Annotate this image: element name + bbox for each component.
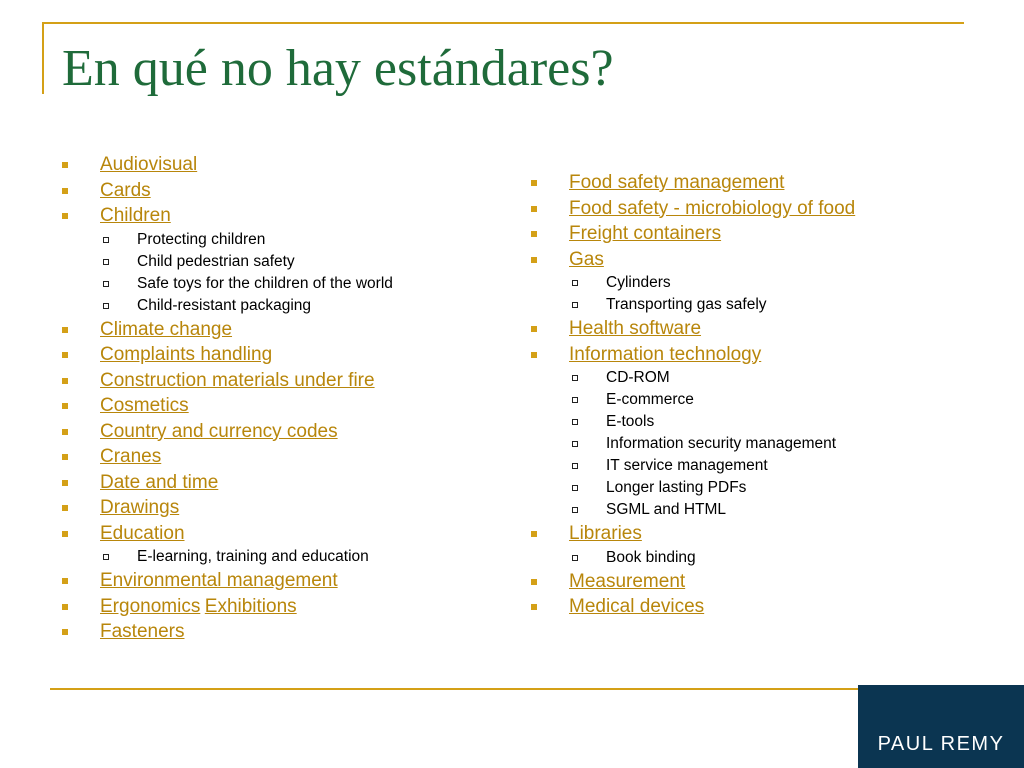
topic-link-libraries[interactable]: Libraries <box>569 523 642 544</box>
topic-link-freight-containers[interactable]: Freight containers <box>569 223 722 244</box>
square-bullet-icon <box>62 188 68 194</box>
square-bullet-icon <box>531 326 537 332</box>
hollow-square-bullet-icon <box>103 259 109 265</box>
subtopic-list <box>100 546 502 568</box>
hollow-square-bullet-icon <box>572 555 578 561</box>
square-bullet-icon <box>62 327 68 333</box>
topic-item-food-safety-microbiology-of-food <box>531 196 991 222</box>
subtopic-item <box>569 294 991 316</box>
subtopic-label: IT service management <box>606 457 768 474</box>
topic-link-cards[interactable]: Cards <box>100 179 151 201</box>
topic-item-environmental-management <box>62 568 502 594</box>
topic-item-complaints-handling <box>62 342 502 368</box>
topic-link-environmental-management[interactable]: Environmental management <box>100 570 338 591</box>
top-rule <box>44 22 964 24</box>
topic-item-education <box>62 521 502 569</box>
topic-item-date-and-time <box>62 470 502 496</box>
square-bullet-icon <box>531 180 537 186</box>
page-title: En qué no hay estándares? <box>62 40 614 97</box>
left-topic-list <box>62 152 502 645</box>
topic-link-exhibitions[interactable]: Exhibitions <box>204 595 297 617</box>
subtopic-list <box>569 547 991 569</box>
topic-item-ergonomics <box>62 594 502 620</box>
topic-link-complaints-handling[interactable]: Complaints handling <box>100 344 273 365</box>
topic-link-gas[interactable]: Gas <box>569 248 604 270</box>
hollow-square-bullet-icon <box>572 280 578 286</box>
topic-link-food-safety-management[interactable]: Food safety management <box>569 172 785 193</box>
subtopic-item <box>569 272 991 294</box>
topic-link-fasteners[interactable]: Fasteners <box>100 621 185 642</box>
square-bullet-icon <box>62 454 68 460</box>
topic-link-education[interactable]: Education <box>100 522 185 544</box>
square-bullet-icon <box>62 213 68 219</box>
square-bullet-icon <box>531 531 537 537</box>
square-bullet-icon <box>62 429 68 435</box>
hollow-square-bullet-icon <box>103 237 109 243</box>
topic-link-medical-devices[interactable]: Medical devices <box>569 596 705 617</box>
hollow-square-bullet-icon <box>572 375 578 381</box>
hollow-square-bullet-icon <box>572 397 578 403</box>
square-bullet-icon <box>62 352 68 358</box>
right-column <box>531 170 991 620</box>
subtopic-item <box>100 546 502 568</box>
hollow-square-bullet-icon <box>103 303 109 309</box>
topic-link-climate-change[interactable]: Climate change <box>100 318 233 340</box>
topic-item-health-software <box>531 316 991 342</box>
square-bullet-icon <box>531 257 537 263</box>
topic-item-climate-change <box>62 317 502 343</box>
subtopic-label: CD-ROM <box>606 369 670 386</box>
subtopic-label: Transporting gas safely <box>606 296 767 313</box>
topic-item-audiovisual <box>62 152 502 178</box>
topic-link-food-safety-microbiology-of-food[interactable]: Food safety - microbiology of food <box>569 197 856 219</box>
bottom-rule <box>50 688 860 690</box>
hollow-square-bullet-icon <box>103 281 109 287</box>
topic-link-children[interactable]: Children <box>100 205 171 226</box>
square-bullet-icon <box>62 378 68 384</box>
subtopic-label: Safe toys for the children of the world <box>137 274 393 292</box>
hollow-square-bullet-icon <box>572 463 578 469</box>
hollow-square-bullet-icon <box>103 554 109 560</box>
subtopic-item <box>569 411 991 433</box>
topic-link-date-and-time[interactable]: Date and time <box>100 471 219 493</box>
square-bullet-icon <box>62 531 68 537</box>
subtopic-item <box>100 229 502 251</box>
hollow-square-bullet-icon <box>572 419 578 425</box>
topic-link-ergonomics[interactable]: Ergonomics <box>100 595 201 617</box>
topic-item-gas <box>531 247 991 317</box>
hollow-square-bullet-icon <box>572 302 578 308</box>
square-bullet-icon <box>531 206 537 212</box>
topic-item-cards <box>62 178 502 204</box>
subtopic-label: Child-resistant packaging <box>137 296 312 314</box>
topic-item-fasteners <box>62 619 502 645</box>
hollow-square-bullet-icon <box>572 485 578 491</box>
square-bullet-icon <box>62 480 68 486</box>
topic-link-construction-materials-under-fire[interactable]: Construction materials under fire <box>100 369 375 391</box>
topic-item-freight-containers <box>531 221 991 247</box>
square-bullet-icon <box>62 604 68 610</box>
subtopic-item <box>569 499 991 521</box>
topic-link-health-software[interactable]: Health software <box>569 318 702 339</box>
brand-name: PAUL REMY <box>877 733 1005 755</box>
square-bullet-icon <box>62 629 68 635</box>
subtopic-item <box>100 273 502 295</box>
square-bullet-icon <box>531 231 537 237</box>
subtopic-list <box>100 229 502 317</box>
topic-item-libraries <box>531 521 991 569</box>
topic-link-measurement[interactable]: Measurement <box>569 570 686 592</box>
square-bullet-icon <box>531 579 537 585</box>
topic-item-cranes <box>62 444 502 470</box>
square-bullet-icon <box>531 604 537 610</box>
subtopic-label: Protecting children <box>137 230 266 248</box>
subtopic-list <box>569 272 991 316</box>
square-bullet-icon <box>62 403 68 409</box>
topic-link-audiovisual[interactable]: Audiovisual <box>100 154 198 175</box>
subtopic-item <box>569 477 991 499</box>
subtopic-label: Longer lasting PDFs <box>606 479 747 496</box>
subtopic-list <box>569 367 991 521</box>
subtopic-label: Book binding <box>606 548 696 566</box>
topic-item-drawings <box>62 495 502 521</box>
hollow-square-bullet-icon <box>572 507 578 513</box>
left-column <box>62 152 502 645</box>
topic-item-medical-devices <box>531 594 991 620</box>
subtopic-label: E-commerce <box>606 391 694 408</box>
subtopic-item <box>100 295 502 317</box>
subtopic-label: SGML and HTML <box>606 501 727 518</box>
topic-link-cranes[interactable]: Cranes <box>100 446 162 467</box>
topic-item-children <box>62 203 502 317</box>
square-bullet-icon <box>62 505 68 511</box>
square-bullet-icon <box>531 352 537 358</box>
hollow-square-bullet-icon <box>572 441 578 447</box>
subtopic-item <box>569 455 991 477</box>
subtopic-label: Information security management <box>606 435 837 452</box>
topic-item-cosmetics <box>62 393 502 419</box>
topic-item-country-and-currency-codes <box>62 419 502 445</box>
topic-link-information-technology[interactable]: Information technology <box>569 343 762 365</box>
subtopic-item <box>569 367 991 389</box>
brand-logo <box>858 685 1024 768</box>
topic-item-food-safety-management <box>531 170 991 196</box>
subtopic-label: E-learning, training and education <box>137 548 369 565</box>
subtopic-item <box>569 433 991 455</box>
topic-item-information-technology <box>531 342 991 522</box>
subtopic-label: Child pedestrian safety <box>137 252 295 270</box>
topic-link-drawings[interactable]: Drawings <box>100 497 180 518</box>
square-bullet-icon <box>62 162 68 168</box>
topic-link-country-and-currency-codes[interactable]: Country and currency codes <box>100 420 338 442</box>
subtopic-item <box>569 547 991 569</box>
subtopic-label: Cylinders <box>606 274 671 291</box>
subtopic-item <box>569 389 991 411</box>
topic-item-construction-materials-under-fire <box>62 368 502 394</box>
topic-item-measurement <box>531 569 991 595</box>
subtopic-label: E-tools <box>606 413 655 430</box>
right-topic-list <box>531 170 991 620</box>
left-rule <box>42 22 44 94</box>
subtopic-item <box>100 251 502 273</box>
topic-link-cosmetics[interactable]: Cosmetics <box>100 395 189 416</box>
square-bullet-icon <box>62 578 68 584</box>
